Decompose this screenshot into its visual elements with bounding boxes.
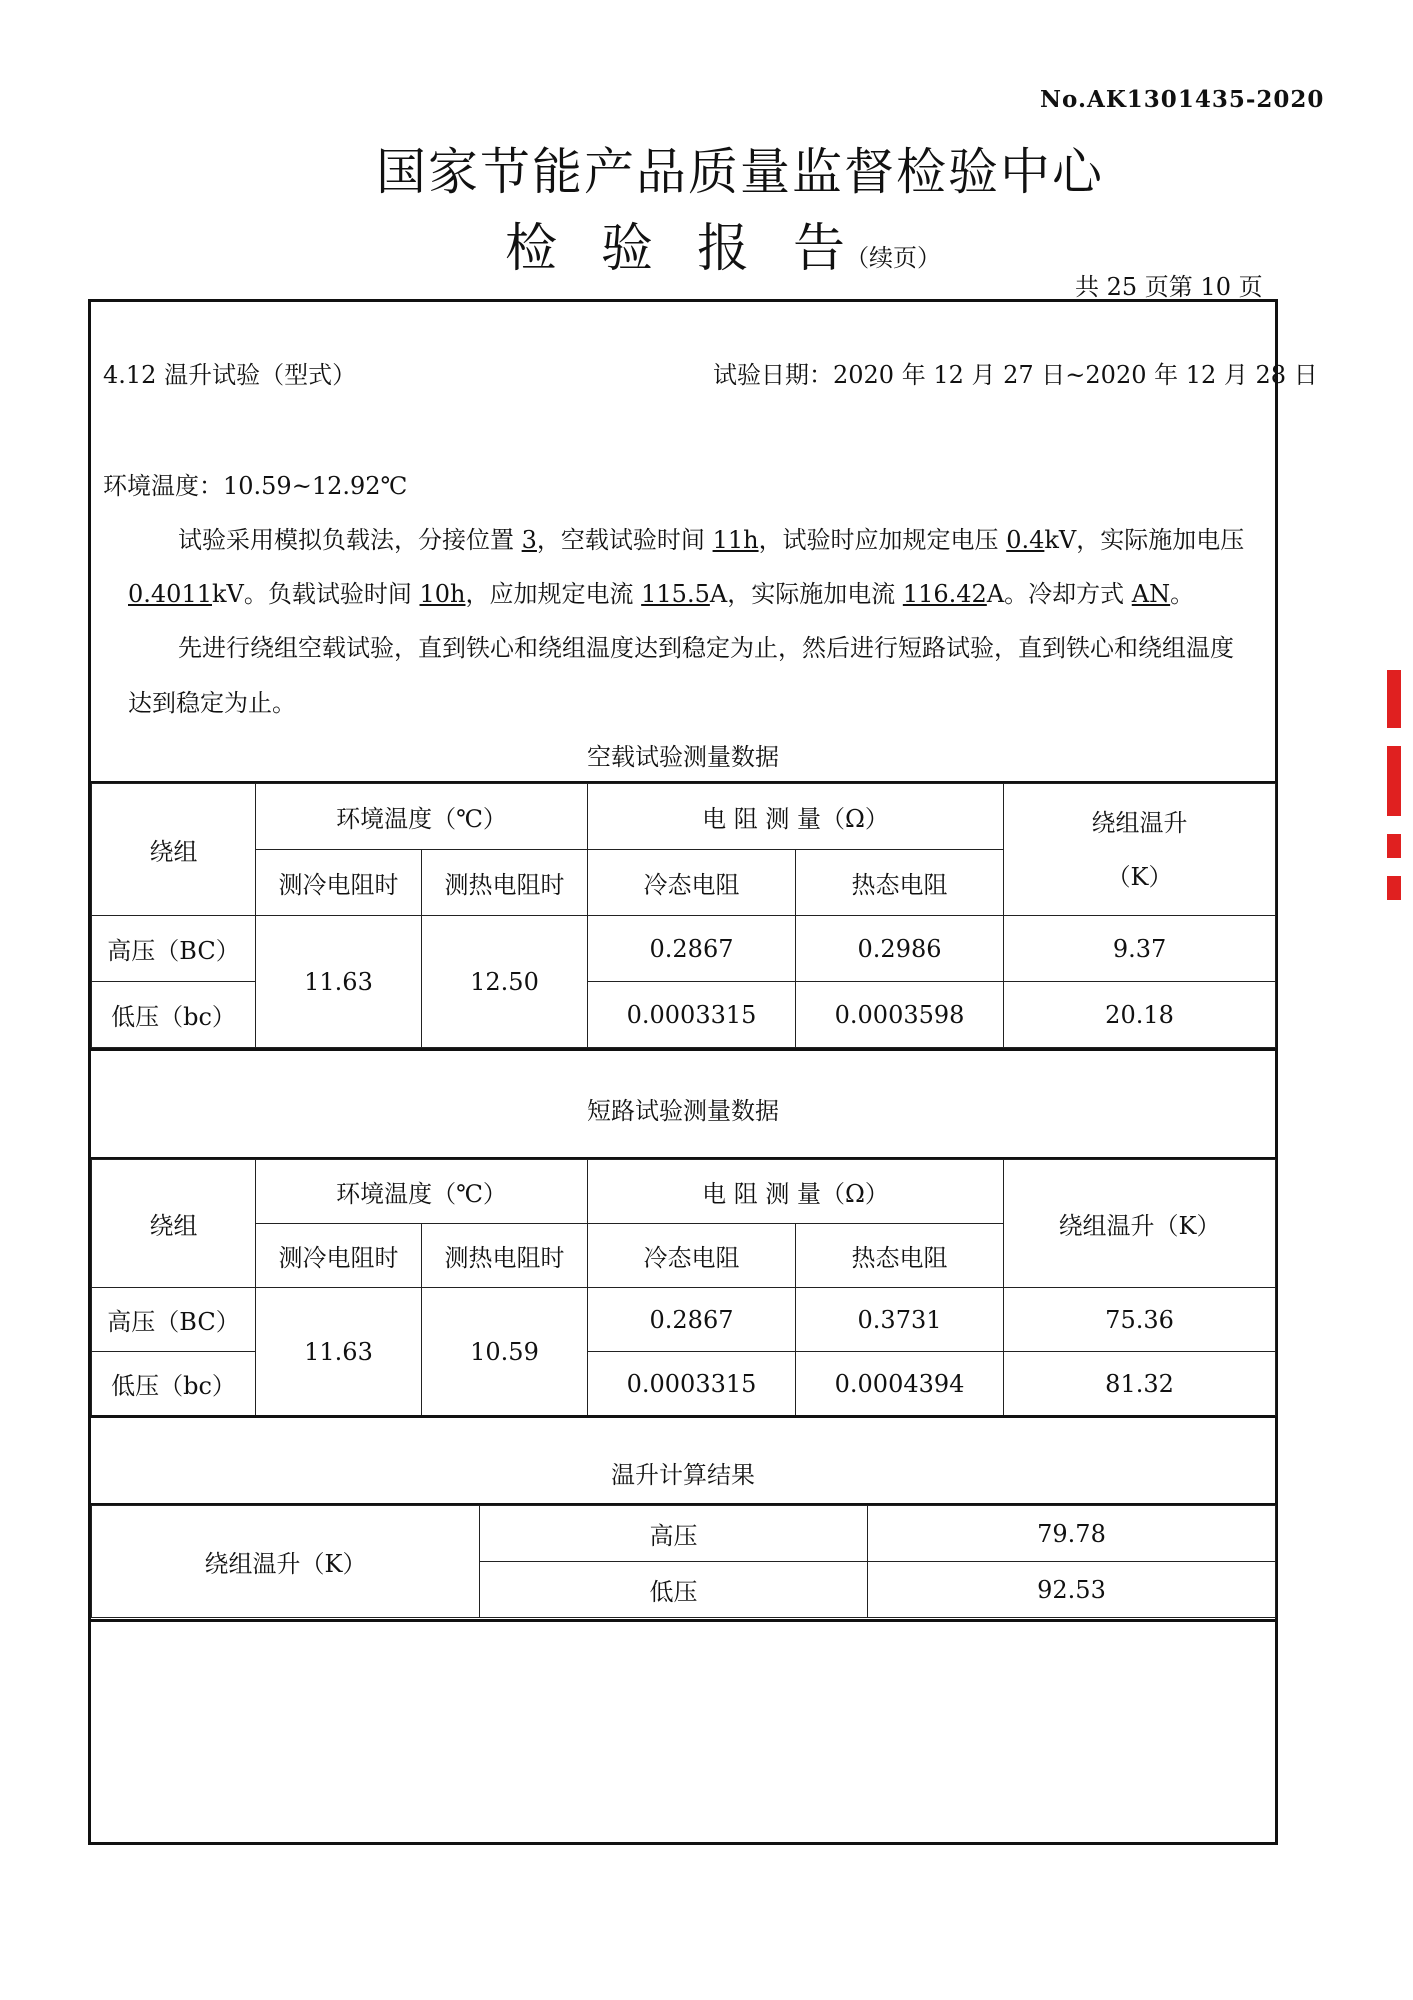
report-frame	[88, 299, 1318, 1845]
header-hot-time: 测热电阻时	[422, 1224, 588, 1288]
seal-mark	[1387, 670, 1401, 728]
result-table	[91, 1505, 1276, 1618]
hot-resistance-cell: 0.0004394	[796, 1352, 1004, 1416]
red-seal-stamp-edge	[1387, 670, 1407, 918]
header-cold-resistance: 冷态电阻	[588, 850, 796, 916]
cold-resistance-cell: 0.0003315	[588, 1352, 796, 1416]
ambient-cold-cell: 11.63	[256, 1288, 422, 1416]
text-span: ，空载试验时间	[536, 526, 713, 554]
header-rise	[1004, 784, 1276, 916]
header-winding: 绕组	[92, 1160, 256, 1288]
noload-data-table	[91, 783, 1276, 1048]
header-resistance: 电 阻 测 量（Ω）	[588, 1160, 1004, 1224]
rated-current: 115.5	[641, 580, 710, 608]
header-rise-label: 绕组温升	[1091, 808, 1188, 837]
header-ambient: 环境温度（℃）	[256, 1160, 588, 1224]
header-cold-time: 测冷电阻时	[256, 850, 422, 916]
divider	[91, 1415, 1275, 1418]
procedure-line1: 先进行绕组空载试验，直到铁心和绕组温度达到稳定为止，然后进行短路试验，直到铁心和绕组温度	[178, 634, 1234, 662]
procedure-line2: 达到稳定为止。	[128, 689, 296, 717]
short-circuit-data-table	[91, 1159, 1276, 1416]
text-span: ，试验时应加规定电压	[758, 526, 1007, 554]
ambient-hot-cell: 10.59	[422, 1288, 588, 1416]
rise-cell: 9.37	[1004, 916, 1276, 982]
cold-resistance-cell: 0.2867	[588, 916, 796, 982]
noload-test-time: 11h	[712, 526, 759, 554]
table-row	[92, 1288, 1276, 1352]
ambient-temperature: 环境温度：10.59~12.92℃	[103, 472, 408, 500]
title-char: 验	[601, 219, 654, 279]
text-span: A。冷却方式	[986, 580, 1132, 608]
test-date: 试验日期：2020 年 12 月 27 日~2020 年 12 月 28 日	[713, 361, 1318, 389]
load-test-time: 10h	[419, 580, 466, 608]
report-number: No.AK1301435-2020	[1040, 86, 1325, 113]
rated-voltage: 0.4	[1006, 526, 1045, 554]
hot-resistance-cell: 0.2986	[796, 916, 1004, 982]
cooling-method: AN	[1131, 580, 1171, 608]
section-heading: 4.12 温升试验（型式）	[103, 361, 357, 389]
divider	[91, 1048, 1275, 1051]
text-span: ，应加规定电流	[465, 580, 642, 608]
cold-resistance-cell: 0.2867	[588, 1288, 796, 1352]
text-span: 。	[1170, 580, 1195, 608]
header-hot-resistance: 热态电阻	[796, 1224, 1004, 1288]
header-cold-time: 测冷电阻时	[256, 1224, 422, 1288]
header-winding: 绕组	[92, 784, 256, 916]
title-char: 检	[505, 219, 558, 279]
header-resistance: 电 阻 测 量（Ω）	[588, 784, 1004, 850]
title-char: 告	[793, 219, 846, 279]
organization-title: 国家节能产品质量监督检验中心	[376, 143, 1104, 201]
text-span: A，实际施加电流	[709, 580, 903, 608]
divider	[91, 1619, 1275, 1622]
actual-voltage: 0.4011	[128, 580, 212, 608]
tap-position: 3	[521, 526, 537, 554]
ambient-hot-cell: 12.50	[422, 916, 588, 1048]
test-method-line1	[178, 520, 1244, 555]
cold-resistance-cell: 0.0003315	[588, 982, 796, 1048]
ambient-cold-cell: 11.63	[256, 916, 422, 1048]
winding-cell: 低压（bc）	[92, 982, 256, 1048]
rise-cell: 20.18	[1004, 982, 1276, 1048]
seal-mark	[1387, 746, 1401, 816]
seal-mark	[1387, 834, 1401, 858]
header-ambient: 环境温度（℃）	[256, 784, 588, 850]
winding-cell: 高压（BC）	[92, 1288, 256, 1352]
header-hot-time: 测热电阻时	[422, 850, 588, 916]
header-cold-resistance: 冷态电阻	[588, 1224, 796, 1288]
hot-resistance-cell: 0.0003598	[796, 982, 1004, 1048]
table-row	[92, 916, 1276, 982]
test-method-line2	[128, 574, 1194, 609]
text-span: kV，实际施加电压	[1044, 526, 1245, 554]
seal-mark	[1387, 876, 1401, 900]
continued-label: （续页）	[845, 244, 942, 272]
actual-current: 116.42	[902, 580, 987, 608]
result-value-cell: 79.78	[868, 1506, 1276, 1562]
winding-cell: 高压（BC）	[92, 916, 256, 982]
result-label: 绕组温升（K）	[92, 1506, 480, 1618]
table-row	[92, 1506, 1276, 1562]
result-name-cell: 高压	[480, 1506, 868, 1562]
text-span: kV。负载试验时间	[211, 580, 420, 608]
noload-caption: 空载试验测量数据	[587, 743, 779, 771]
result-caption: 温升计算结果	[611, 1461, 755, 1489]
rise-cell: 75.36	[1004, 1288, 1276, 1352]
result-value-cell: 92.53	[868, 1562, 1276, 1618]
result-name-cell: 低压	[480, 1562, 868, 1618]
header-rise-unit: （K）	[1106, 862, 1173, 891]
rise-cell: 81.32	[1004, 1352, 1276, 1416]
report-title	[505, 206, 941, 281]
short-circuit-caption: 短路试验测量数据	[587, 1097, 779, 1125]
header-rise: 绕组温升（K）	[1004, 1160, 1276, 1288]
title-char: 报	[697, 219, 750, 279]
text-span: 试验采用模拟负载法，分接位置	[178, 526, 522, 554]
hot-resistance-cell: 0.3731	[796, 1288, 1004, 1352]
page-info: 共 25 页第 10 页	[1075, 273, 1263, 301]
header-hot-resistance: 热态电阻	[796, 850, 1004, 916]
winding-cell: 低压（bc）	[92, 1352, 256, 1416]
